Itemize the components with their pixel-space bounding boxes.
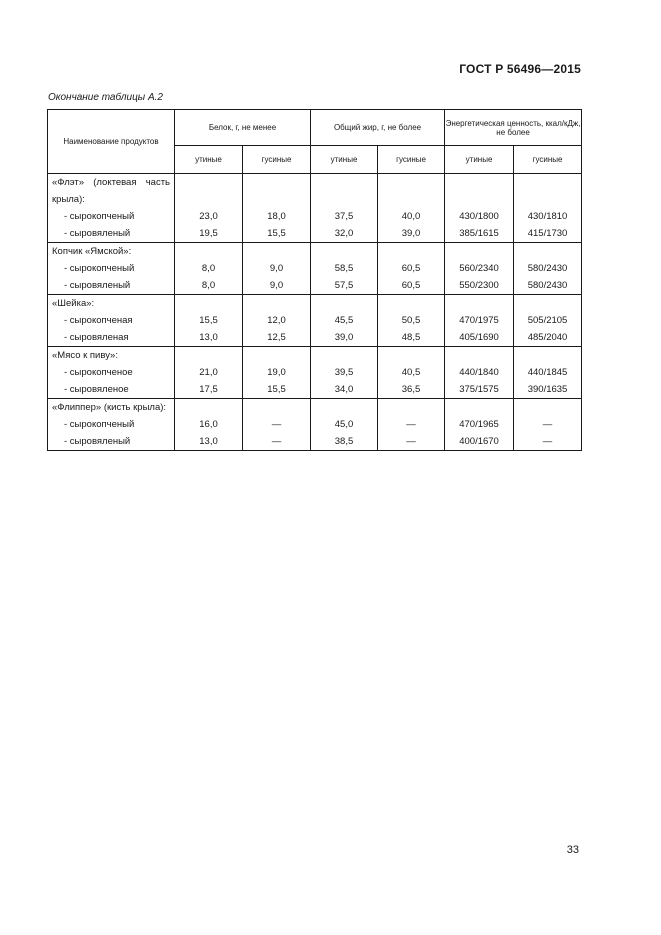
value-cell: 580/2430 [527, 263, 568, 274]
nutrition-table [47, 109, 582, 451]
table-row [48, 174, 582, 243]
product-variant: - сырокопченый [64, 263, 135, 274]
table-caption: Окончание таблицы А.2 [48, 92, 163, 103]
header-protein: Белок, г, не менее [175, 110, 311, 146]
value-cell: 505/2105 [527, 315, 568, 326]
table-row [48, 243, 582, 295]
value-cell: 430/1800 [459, 211, 499, 222]
table-row [48, 399, 582, 451]
value-cell: 13,0 [199, 332, 218, 343]
value-cell: — [406, 419, 416, 430]
subheader-duck: утиные [445, 146, 514, 174]
value-cell: 405/1690 [459, 332, 499, 343]
value-cell: 34,0 [334, 384, 354, 395]
value-cell: 37,5 [334, 211, 354, 222]
value-cell: 48,5 [401, 332, 421, 343]
value-cell: 45,0 [334, 419, 354, 430]
product-variant: - сыровяленый [64, 436, 131, 447]
header-energy: Энергетическая ценность, ккал/кДж, не более [445, 110, 582, 146]
value-cell: 60,5 [401, 263, 421, 274]
value-cell: 12,0 [267, 315, 286, 326]
value-cell: 15,5 [267, 384, 286, 395]
product-variant: - сырокопченое [64, 367, 133, 378]
value-cell: 60,5 [401, 280, 421, 291]
value-cell: — [271, 436, 282, 447]
table-row [48, 347, 582, 399]
value-cell: 39,0 [401, 228, 421, 239]
value-cell: 40,0 [401, 211, 421, 222]
value-cell: 16,0 [199, 419, 218, 430]
subheader-goose: гусиные [378, 146, 445, 174]
table-row [48, 295, 582, 347]
value-cell: 400/1670 [459, 436, 499, 447]
product-variant: - сыровяленое [64, 384, 129, 395]
value-cell: 32,0 [334, 228, 354, 239]
value-cell: 17,5 [199, 384, 218, 395]
value-cell: 13,0 [199, 436, 218, 447]
product-variant: - сырокопченая [64, 315, 133, 326]
product-group-title: «Шейка»: [52, 298, 95, 309]
product-variant: - сыровяленый [64, 228, 131, 239]
header-fat: Общий жир, г, не более [311, 110, 445, 146]
value-cell: — [406, 436, 416, 447]
page-number: 33 [566, 844, 579, 856]
value-cell: 19,0 [267, 367, 286, 378]
value-cell: 57,5 [334, 280, 354, 291]
value-cell: 375/1575 [459, 384, 499, 395]
value-cell: 58,5 [334, 263, 354, 274]
value-cell: 18,0 [267, 211, 286, 222]
value-cell: — [542, 419, 553, 430]
value-cell: 9,0 [269, 263, 284, 274]
value-cell: 50,5 [401, 315, 421, 326]
value-cell: 12,5 [267, 332, 286, 343]
value-cell: 385/1615 [459, 228, 499, 239]
value-cell: 19,5 [199, 228, 218, 239]
product-variant: - сырокопченый [64, 211, 135, 222]
value-cell: 36,5 [401, 384, 421, 395]
value-cell: 430/1810 [527, 211, 568, 222]
value-cell: 15,5 [267, 228, 286, 239]
value-cell: 550/2300 [459, 280, 499, 291]
value-cell: 39,5 [334, 367, 354, 378]
value-cell: 440/1845 [527, 367, 568, 378]
value-cell: 470/1975 [459, 315, 499, 326]
value-cell: 440/1840 [459, 367, 499, 378]
standard-designation: ГОСТ Р 56496—2015 [459, 62, 581, 76]
subheader-duck: утиные [175, 146, 243, 174]
value-cell: — [271, 419, 282, 430]
product-group-title: «Мясо к пиву»: [52, 350, 118, 361]
value-cell: — [542, 436, 553, 447]
value-cell: 560/2340 [459, 263, 499, 274]
product-variant: - сыровяленый [64, 280, 131, 291]
subheader-goose: гусиные [514, 146, 582, 174]
value-cell: 415/1730 [527, 228, 568, 239]
product-group-title: «Флэт» (локтевая часть крыла): [52, 177, 170, 205]
value-cell: 485/2040 [527, 332, 568, 343]
value-cell: 15,5 [199, 315, 218, 326]
value-cell: 40,5 [401, 367, 421, 378]
value-cell: 38,5 [334, 436, 354, 447]
product-group-title: Копчик «Ямской»: [52, 246, 132, 257]
value-cell: 390/1635 [527, 384, 568, 395]
product-variant: - сырокопченый [64, 419, 135, 430]
value-cell: 580/2430 [527, 280, 568, 291]
subheader-duck: утиные [311, 146, 378, 174]
product-variant: - сыровяленая [64, 332, 129, 343]
subheader-goose: гусиные [243, 146, 311, 174]
value-cell: 23,0 [199, 211, 218, 222]
value-cell: 470/1965 [459, 419, 499, 430]
product-group-title: «Флиппер» (кисть крыла): [52, 402, 167, 413]
value-cell: 21,0 [199, 367, 218, 378]
value-cell: 8,0 [201, 280, 216, 291]
value-cell: 9,0 [269, 280, 284, 291]
value-cell: 45,5 [334, 315, 354, 326]
value-cell: 8,0 [201, 263, 216, 274]
value-cell: 39,0 [334, 332, 354, 343]
header-product-name: Наименование продуктов [48, 110, 175, 174]
